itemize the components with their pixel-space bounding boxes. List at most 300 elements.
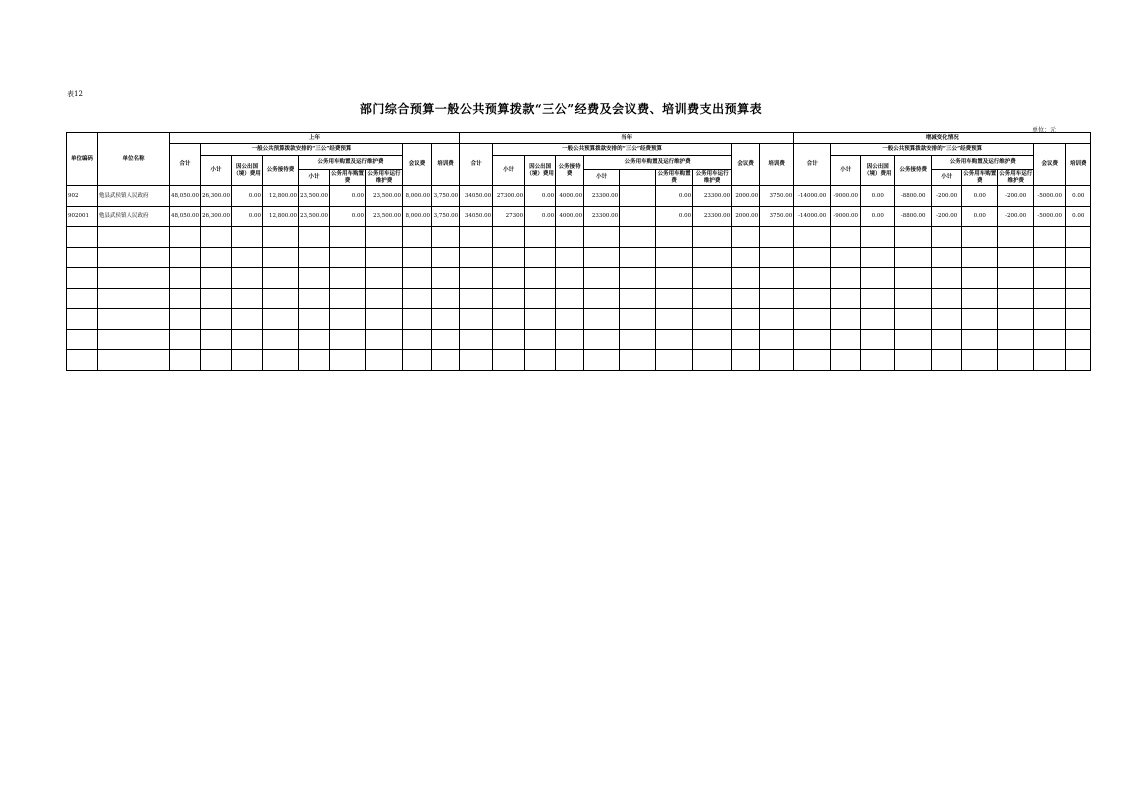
table-cell: [493, 227, 525, 248]
table-cell: 23300.00: [693, 186, 732, 207]
table-cell: -8800.00: [895, 206, 932, 227]
table-cell: [693, 309, 732, 330]
table-cell: -9000.00: [831, 186, 861, 207]
table-cell: [366, 268, 403, 289]
header-meeting: 会议费: [403, 144, 432, 186]
table-cell: 3750.00: [760, 186, 794, 207]
header-sangong: 一般公共预算拨款安排的“三公”经费预算: [201, 144, 403, 156]
table-cell: [962, 247, 998, 268]
header-training: 培训费: [760, 144, 794, 186]
header-vehicle-buy: 公务用车购置费: [963, 171, 997, 184]
table-cell: [556, 309, 584, 330]
page-title: 部门综合预算一般公共预算拨款“三公”经费及会议费、培训费支出预算表: [359, 102, 763, 116]
table-cell: [170, 268, 201, 289]
table-cell: [693, 350, 732, 371]
table-cell: 23300.00: [584, 186, 620, 207]
table-cell: [1066, 247, 1091, 268]
table-cell: [403, 329, 432, 350]
table-cell: [1034, 309, 1066, 330]
table-cell: [201, 288, 232, 309]
table-cell: 0.00: [962, 206, 998, 227]
table-cell: [693, 268, 732, 289]
table-number-label: 表12: [67, 90, 83, 98]
budget-table: [66, 132, 1091, 371]
table-cell: [366, 329, 403, 350]
table-cell: [1066, 268, 1091, 289]
table-cell: [232, 350, 263, 371]
table-cell: 0.00: [1066, 186, 1091, 207]
table-cell: [330, 329, 366, 350]
table-cell: 34050.00: [460, 206, 493, 227]
table-cell: [460, 247, 493, 268]
table-cell: [584, 227, 620, 248]
table-cell: 0.00: [330, 206, 366, 227]
table-cell: [98, 309, 170, 330]
table-cell: [932, 268, 962, 289]
table-cell: [98, 268, 170, 289]
table-cell: [760, 329, 794, 350]
table-cell: [493, 309, 525, 330]
table-cell: [760, 350, 794, 371]
table-cell: [403, 268, 432, 289]
table-cell: 23,500.00: [299, 206, 330, 227]
table-cell: [760, 288, 794, 309]
table-cell: [1034, 329, 1066, 350]
table-cell: [232, 268, 263, 289]
table-cell: [932, 329, 962, 350]
header-training: 培训费: [1066, 144, 1091, 186]
table-row: [67, 186, 1091, 207]
table-cell: 27300: [493, 206, 525, 227]
table-cell: [962, 309, 998, 330]
header-vehicle-run: 公务用车运行维护费: [693, 170, 732, 186]
table-cell: [67, 329, 98, 350]
table-cell: [98, 329, 170, 350]
table-cell: [67, 350, 98, 371]
table-cell: [201, 268, 232, 289]
table-cell: [620, 186, 656, 207]
table-cell: [861, 268, 895, 289]
table-cell: [732, 309, 760, 330]
header-unit-name: 单位名称: [98, 133, 170, 186]
table-cell: [584, 288, 620, 309]
table-cell: [998, 247, 1034, 268]
table-cell: [656, 329, 693, 350]
table-cell: [403, 288, 432, 309]
table-cell: [794, 288, 831, 309]
table-cell: [403, 247, 432, 268]
table-cell: [1034, 350, 1066, 371]
table-cell: 0.00: [525, 186, 556, 207]
table-cell: [932, 227, 962, 248]
table-cell: 26,300.00: [201, 206, 232, 227]
table-cell: [998, 329, 1034, 350]
table-cell: [831, 247, 861, 268]
table-cell: [330, 350, 366, 371]
table-cell: [299, 329, 330, 350]
table-cell: [432, 309, 460, 330]
table-cell: [895, 227, 932, 248]
table-cell: [895, 288, 932, 309]
table-cell: [693, 329, 732, 350]
table-cell: 0.00: [861, 186, 895, 207]
table-cell: [1034, 288, 1066, 309]
table-cell: [201, 247, 232, 268]
header-unit-code: 单位编码: [67, 133, 98, 186]
table-cell: [432, 329, 460, 350]
table-cell: [403, 227, 432, 248]
table-cell: 3750.00: [760, 206, 794, 227]
table-cell: [584, 329, 620, 350]
table-cell: 23,500.00: [366, 206, 403, 227]
table-cell: [98, 288, 170, 309]
header-vehicle: 公务用车购置及运行维护费: [299, 156, 403, 170]
table-cell: [794, 309, 831, 330]
table-cell: [493, 288, 525, 309]
table-cell: 23,500.00: [366, 186, 403, 207]
header-abroad: 因公出国（境）费用: [232, 156, 263, 186]
table-cell: [432, 227, 460, 248]
table-cell: [831, 268, 861, 289]
table-cell: [656, 350, 693, 371]
table-cell: [760, 247, 794, 268]
header-vehicle-run: 公务用车运行维护费: [999, 171, 1033, 184]
table-cell: [794, 227, 831, 248]
table-cell: [732, 268, 760, 289]
table-cell: [932, 247, 962, 268]
unit-label: 单位：元: [1031, 127, 1056, 134]
table-cell: [525, 268, 556, 289]
header-vehicle: 公务用车购置及运行维护费: [932, 156, 1034, 170]
table-cell: [656, 227, 693, 248]
table-cell: 27300.00: [493, 186, 525, 207]
table-row-empty: [67, 268, 1091, 289]
table-cell: [263, 227, 299, 248]
table-cell: [460, 227, 493, 248]
table-cell: [366, 227, 403, 248]
header-vehicle-subtotal: 小计: [584, 170, 620, 186]
table-cell: [1066, 309, 1091, 330]
table-cell: 8,000.00: [403, 206, 432, 227]
table-cell: [201, 329, 232, 350]
table-cell: [525, 247, 556, 268]
table-cell: [170, 227, 201, 248]
table-cell: [998, 227, 1034, 248]
table-cell: [493, 268, 525, 289]
table-row-empty: [67, 227, 1091, 248]
table-cell: [794, 247, 831, 268]
table-cell: [525, 309, 556, 330]
table-cell: [170, 288, 201, 309]
table-cell: [98, 227, 170, 248]
table-cell: [460, 268, 493, 289]
table-cell: 48,050.00: [170, 186, 201, 207]
table-cell: [1034, 227, 1066, 248]
table-cell: [620, 350, 656, 371]
table-cell: 0.00: [656, 206, 693, 227]
table-cell: -200.00: [998, 206, 1034, 227]
table-cell: [556, 268, 584, 289]
header-subtotal: 小计: [201, 156, 232, 186]
table-row-empty: [67, 329, 1091, 350]
table-cell: [366, 247, 403, 268]
table-cell: [299, 268, 330, 289]
table-cell: [263, 288, 299, 309]
table-cell: [760, 268, 794, 289]
cell-unit-code: 902001: [67, 206, 98, 227]
table-cell: [232, 309, 263, 330]
header-subtotal: 小计: [493, 156, 525, 186]
header-group-last-year: 上年: [170, 133, 460, 144]
table-cell: [299, 288, 330, 309]
table-cell: [831, 329, 861, 350]
table-cell: [366, 309, 403, 330]
table-cell: 0.00: [232, 186, 263, 207]
table-cell: [1066, 288, 1091, 309]
table-row-empty: [67, 288, 1091, 309]
header-subtotal: 小计: [831, 156, 861, 186]
table-cell: [556, 288, 584, 309]
table-cell: [831, 227, 861, 248]
table-cell: [170, 329, 201, 350]
table-cell: 0.00: [330, 186, 366, 207]
header-training: 培训费: [432, 144, 460, 186]
table-cell: 8,000.00: [403, 186, 432, 207]
table-cell: [201, 227, 232, 248]
header-sangong: 一般公共预算拨款安排的“三公”经费预算: [831, 144, 1034, 156]
table-cell: 48,050.00: [170, 206, 201, 227]
table-cell: [831, 350, 861, 371]
header-meeting: 会议费: [732, 144, 760, 186]
table-cell: 2000.00: [732, 206, 760, 227]
header-vehicle-subtotal: 小计: [299, 170, 330, 186]
table-row-empty: [67, 309, 1091, 330]
table-cell: 2000.00: [732, 186, 760, 207]
table-cell: [170, 350, 201, 371]
table-cell: [263, 329, 299, 350]
table-cell: [493, 350, 525, 371]
table-cell: [861, 329, 895, 350]
table-cell: [493, 329, 525, 350]
table-cell: 4000.00: [556, 186, 584, 207]
table-cell: [201, 309, 232, 330]
header-abroad: 因公出国（境）费用: [525, 156, 556, 186]
header-total: 合计: [170, 144, 201, 186]
table-cell: [962, 350, 998, 371]
table-cell: [895, 247, 932, 268]
table-cell: [556, 227, 584, 248]
table-cell: [263, 247, 299, 268]
table-cell: 0.00: [962, 186, 998, 207]
table-cell: [962, 268, 998, 289]
table-cell: [732, 350, 760, 371]
table-cell: [932, 288, 962, 309]
table-cell: [656, 309, 693, 330]
table-cell: [693, 247, 732, 268]
table-cell: 3,750.00: [432, 186, 460, 207]
table-cell: -200.00: [932, 206, 962, 227]
table-cell: [831, 309, 861, 330]
table-cell: [1066, 329, 1091, 350]
header-sangong: 一般公共预算拨款安排的“三公”经费预算: [493, 144, 732, 156]
table-cell: [330, 227, 366, 248]
header-reception: 公务接待费: [263, 156, 299, 186]
header-group-change: 增减变化情况: [794, 133, 1091, 144]
header-vehicle-buy: 公务用车购置费: [657, 171, 691, 184]
table-cell: [998, 268, 1034, 289]
table-cell: [232, 227, 263, 248]
header-vehicle-blank: [620, 170, 656, 186]
table-cell: [732, 247, 760, 268]
table-cell: [620, 227, 656, 248]
table-body: [67, 186, 1091, 371]
table-cell: 23300.00: [693, 206, 732, 227]
table-cell: [403, 350, 432, 371]
header-reception: 公务接待费: [895, 156, 932, 186]
table-cell: -14000.00: [794, 206, 831, 227]
table-cell: [460, 309, 493, 330]
table-cell: [620, 247, 656, 268]
table-cell: [263, 350, 299, 371]
table-cell: [525, 288, 556, 309]
table-cell: [620, 288, 656, 309]
table-cell: [67, 247, 98, 268]
table-cell: [620, 268, 656, 289]
table-cell: [460, 329, 493, 350]
table-cell: [620, 309, 656, 330]
table-cell: [895, 309, 932, 330]
table-cell: [330, 288, 366, 309]
table-cell: [232, 329, 263, 350]
table-cell: -5000.00: [1034, 186, 1066, 207]
table-cell: [67, 288, 98, 309]
table-cell: [998, 309, 1034, 330]
table-cell: 23300.00: [584, 206, 620, 227]
table-cell: -8800.00: [895, 186, 932, 207]
cell-unit-name: 勉县武侯镇人民政府: [98, 206, 170, 227]
header-vehicle-buy: 公务用车购置费: [331, 171, 365, 184]
table-cell: [556, 329, 584, 350]
table-cell: 0.00: [656, 186, 693, 207]
table-cell: [263, 268, 299, 289]
table-cell: [432, 350, 460, 371]
table-cell: [232, 288, 263, 309]
table-row-empty: [67, 247, 1091, 268]
table-cell: [1034, 247, 1066, 268]
table-cell: [584, 268, 620, 289]
table-cell: 0.00: [861, 206, 895, 227]
table-cell: [584, 309, 620, 330]
table-cell: -200.00: [998, 186, 1034, 207]
table-cell: -200.00: [932, 186, 962, 207]
table-cell: -5000.00: [1034, 206, 1066, 227]
table-cell: 0.00: [1066, 206, 1091, 227]
table-cell: [1034, 268, 1066, 289]
table-cell: [760, 227, 794, 248]
table-cell: [962, 227, 998, 248]
table-cell: -9000.00: [831, 206, 861, 227]
table-cell: [432, 288, 460, 309]
header-total: 合计: [460, 144, 493, 186]
table-cell: [693, 227, 732, 248]
header-total: 合计: [794, 144, 831, 186]
header-vehicle: 公务用车购置及运行维护费: [584, 156, 732, 170]
table-cell: [98, 350, 170, 371]
table-cell: [620, 206, 656, 227]
table-cell: [556, 247, 584, 268]
table-cell: [556, 350, 584, 371]
table-cell: [460, 350, 493, 371]
table-cell: -14000.00: [794, 186, 831, 207]
table-cell: [584, 350, 620, 371]
table-cell: [831, 288, 861, 309]
table-cell: [656, 288, 693, 309]
table-cell: [299, 247, 330, 268]
table-cell: [67, 227, 98, 248]
table-cell: [493, 247, 525, 268]
table-cell: [861, 309, 895, 330]
table-cell: [656, 268, 693, 289]
header-abroad: 因公出国（境）费用: [861, 156, 895, 186]
table-cell: [67, 309, 98, 330]
table-cell: [861, 227, 895, 248]
table-cell: [732, 288, 760, 309]
table-cell: [330, 247, 366, 268]
table-cell: [861, 350, 895, 371]
table-cell: [330, 268, 366, 289]
header-reception: 公务接待费: [556, 156, 584, 186]
table-cell: [67, 268, 98, 289]
table-row-empty: [67, 350, 1091, 371]
table-cell: [403, 309, 432, 330]
table-cell: [98, 247, 170, 268]
table-cell: [170, 309, 201, 330]
header-group-this-year: 当年: [460, 133, 794, 144]
table-cell: [263, 309, 299, 330]
table-cell: 12,800.00: [263, 186, 299, 207]
table-cell: [895, 268, 932, 289]
header-vehicle-run: 公务用车运行维护费: [367, 171, 401, 184]
table-cell: 34050.00: [460, 186, 493, 207]
table-row: [67, 206, 1091, 227]
table-cell: [732, 329, 760, 350]
table-cell: [366, 350, 403, 371]
table-cell: [460, 288, 493, 309]
table-cell: [962, 329, 998, 350]
table-cell: [525, 227, 556, 248]
table-cell: [432, 247, 460, 268]
table-cell: [232, 247, 263, 268]
table-cell: [693, 288, 732, 309]
cell-unit-code: 902: [67, 186, 98, 207]
table-cell: [656, 247, 693, 268]
table-cell: [330, 309, 366, 330]
table-cell: [962, 288, 998, 309]
header-meeting: 会议费: [1034, 144, 1066, 186]
table-cell: 0.00: [232, 206, 263, 227]
table-cell: [932, 350, 962, 371]
table-cell: [932, 309, 962, 330]
table-cell: [525, 329, 556, 350]
table-cell: 26,300.00: [201, 186, 232, 207]
table-cell: 23,500.00: [299, 186, 330, 207]
table-cell: [895, 329, 932, 350]
table-cell: [299, 350, 330, 371]
table-cell: [861, 247, 895, 268]
table-cell: 12,800.00: [263, 206, 299, 227]
header-vehicle-subtotal: 小计: [932, 170, 962, 186]
table-cell: [760, 309, 794, 330]
